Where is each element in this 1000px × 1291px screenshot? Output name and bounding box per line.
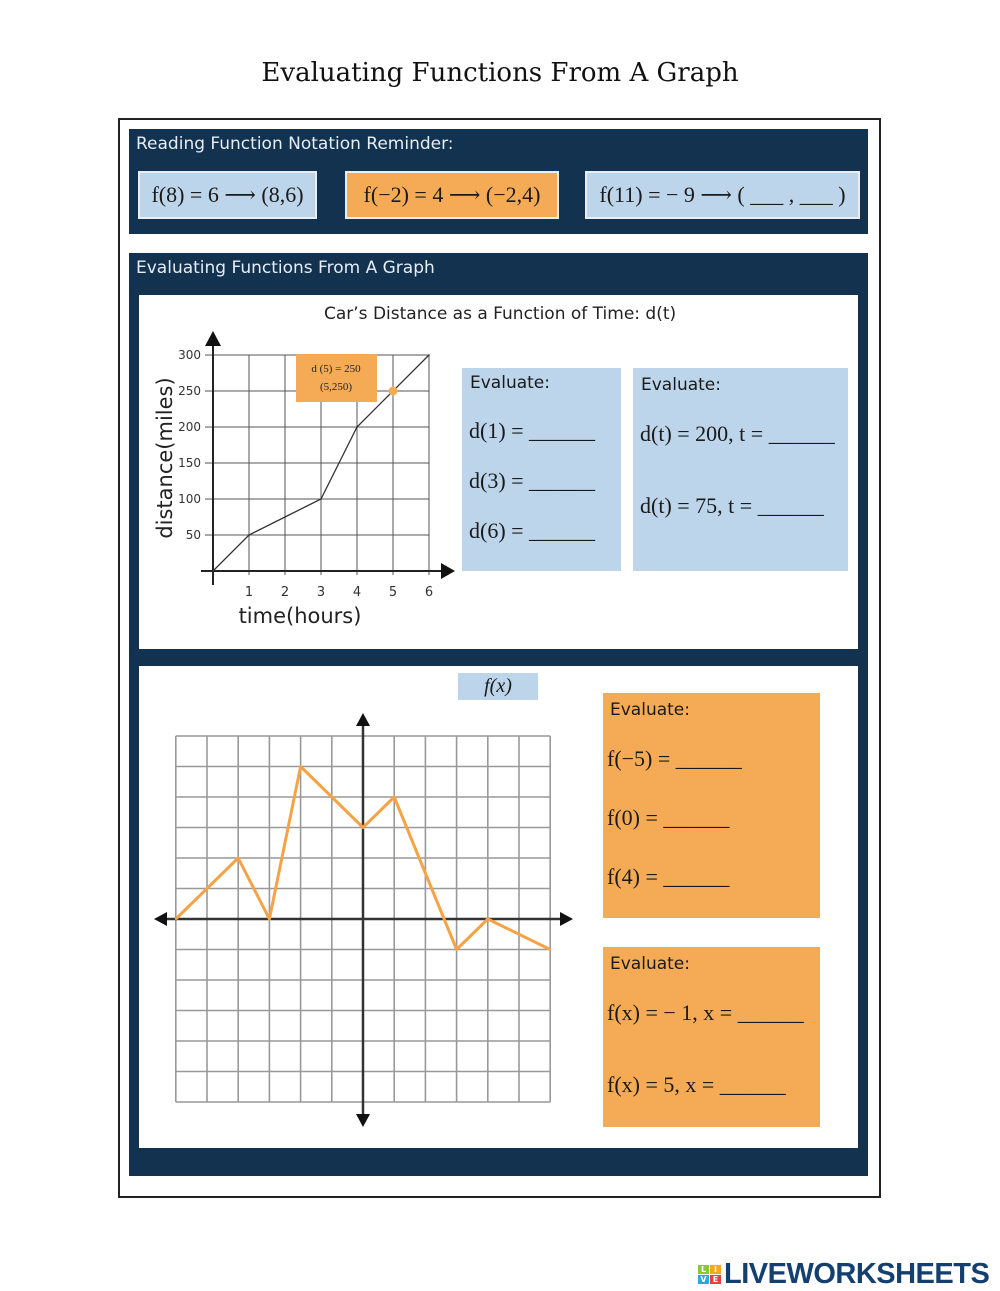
- example-3[interactable]: f(11) = − 9 ⟶ ( ___ , ___ ): [599, 182, 846, 207]
- data-point: [237, 857, 239, 859]
- example-1: f(8) = 6 ⟶ (8,6): [151, 182, 304, 207]
- section-heading: Evaluating Functions From A Graph: [136, 258, 435, 278]
- data-point: [487, 918, 489, 920]
- eval-f0[interactable]: f(0) = ______: [607, 805, 730, 830]
- x-axis-right-arrow-icon: [560, 912, 573, 926]
- x-axis-left-arrow-icon: [154, 912, 167, 926]
- eval-dt-200[interactable]: d(t) = 200, t = ______: [640, 421, 835, 446]
- data-point: [284, 516, 286, 518]
- example-box-3[interactable]: [585, 171, 860, 219]
- y-tick-label: 200: [178, 420, 201, 434]
- eval-dt-75[interactable]: d(t) = 75, t = ______: [640, 493, 824, 518]
- evaluate-heading: Evaluate:: [610, 700, 690, 720]
- evaluate-heading: Evaluate:: [610, 954, 690, 974]
- y-tick-label: 300: [178, 348, 201, 362]
- x-axis-label: time(hours): [238, 604, 362, 628]
- data-point: [456, 949, 458, 951]
- liveworksheets-logo: [698, 1258, 989, 1291]
- y-tick-label: 100: [178, 492, 201, 506]
- y-axis-arrow-icon: [205, 331, 221, 346]
- x-tick-label: 1: [244, 585, 254, 600]
- reminder-panel: [129, 129, 868, 234]
- eval-fx-neg1[interactable]: f(x) = − 1, x = ______: [607, 1000, 804, 1025]
- y-axis-label: distance(miles): [153, 377, 177, 539]
- annotation-label: d (5) = 250: [311, 363, 361, 375]
- data-point: [428, 354, 430, 356]
- eval-f4[interactable]: f(4) = ______: [607, 864, 730, 889]
- annotation-point: (5,250): [319, 381, 353, 393]
- car-evaluate-box-1: [462, 368, 621, 571]
- x-tick-label: 4: [352, 585, 362, 600]
- reminder-heading: Reading Function Notation Reminder:: [136, 134, 454, 154]
- y-axis-down-arrow-icon: [356, 1114, 370, 1127]
- y-tick-label: 150: [178, 456, 201, 470]
- logo-badge-icon: L I V E: [698, 1265, 721, 1284]
- x-tick-label: 2: [280, 585, 290, 600]
- data-point: [320, 498, 322, 500]
- evaluate-heading: Evaluate:: [470, 373, 550, 393]
- data-point: [549, 949, 551, 951]
- data-point: [268, 918, 270, 920]
- fx-chart: [140, 670, 590, 1140]
- example-box-1: [138, 171, 317, 219]
- data-point: [393, 796, 395, 798]
- example-box-2: [345, 171, 559, 219]
- evaluate-heading: Evaluate:: [641, 375, 721, 395]
- x-axis-arrow-icon: [441, 563, 455, 579]
- fx-label: f(x): [484, 675, 512, 697]
- x-tick-label: 3: [316, 585, 326, 600]
- y-axis-up-arrow-icon: [356, 713, 370, 726]
- car-graph-title: Car’s Distance as a Function of Time: d(t): [324, 304, 677, 324]
- data-point: [175, 918, 177, 920]
- eval-d3[interactable]: d(3) = ______: [469, 468, 596, 493]
- x-tick-label: 5: [388, 585, 398, 600]
- annotation-box: [296, 354, 377, 402]
- example-2: f(−2) = 4 ⟶ (−2,4): [363, 182, 541, 207]
- fx-evaluate-box-2: [603, 947, 820, 1127]
- data-point: [362, 827, 364, 829]
- logo-text: LIVEWORKSHEETS: [724, 1258, 990, 1290]
- data-point: [300, 766, 302, 768]
- data-point: [212, 570, 214, 572]
- highlight-point: [389, 387, 398, 396]
- data-point: [356, 426, 358, 428]
- x-tick-label: 6: [424, 585, 434, 600]
- page-title: Evaluating Functions From A Graph: [261, 58, 739, 88]
- eval-f-neg5[interactable]: f(−5) = ______: [607, 746, 742, 771]
- y-tick-label: 50: [185, 528, 201, 542]
- distance-chart: [140, 300, 460, 640]
- eval-d1[interactable]: d(1) = ______: [469, 418, 596, 443]
- y-tick-label: 250: [178, 384, 201, 398]
- fx-evaluate-box-1: [603, 693, 820, 918]
- eval-d6[interactable]: d(6) = ______: [469, 518, 596, 543]
- data-point: [248, 534, 250, 536]
- car-evaluate-box-2: [633, 368, 848, 571]
- eval-fx-5[interactable]: f(x) = 5, x = ______: [607, 1072, 786, 1097]
